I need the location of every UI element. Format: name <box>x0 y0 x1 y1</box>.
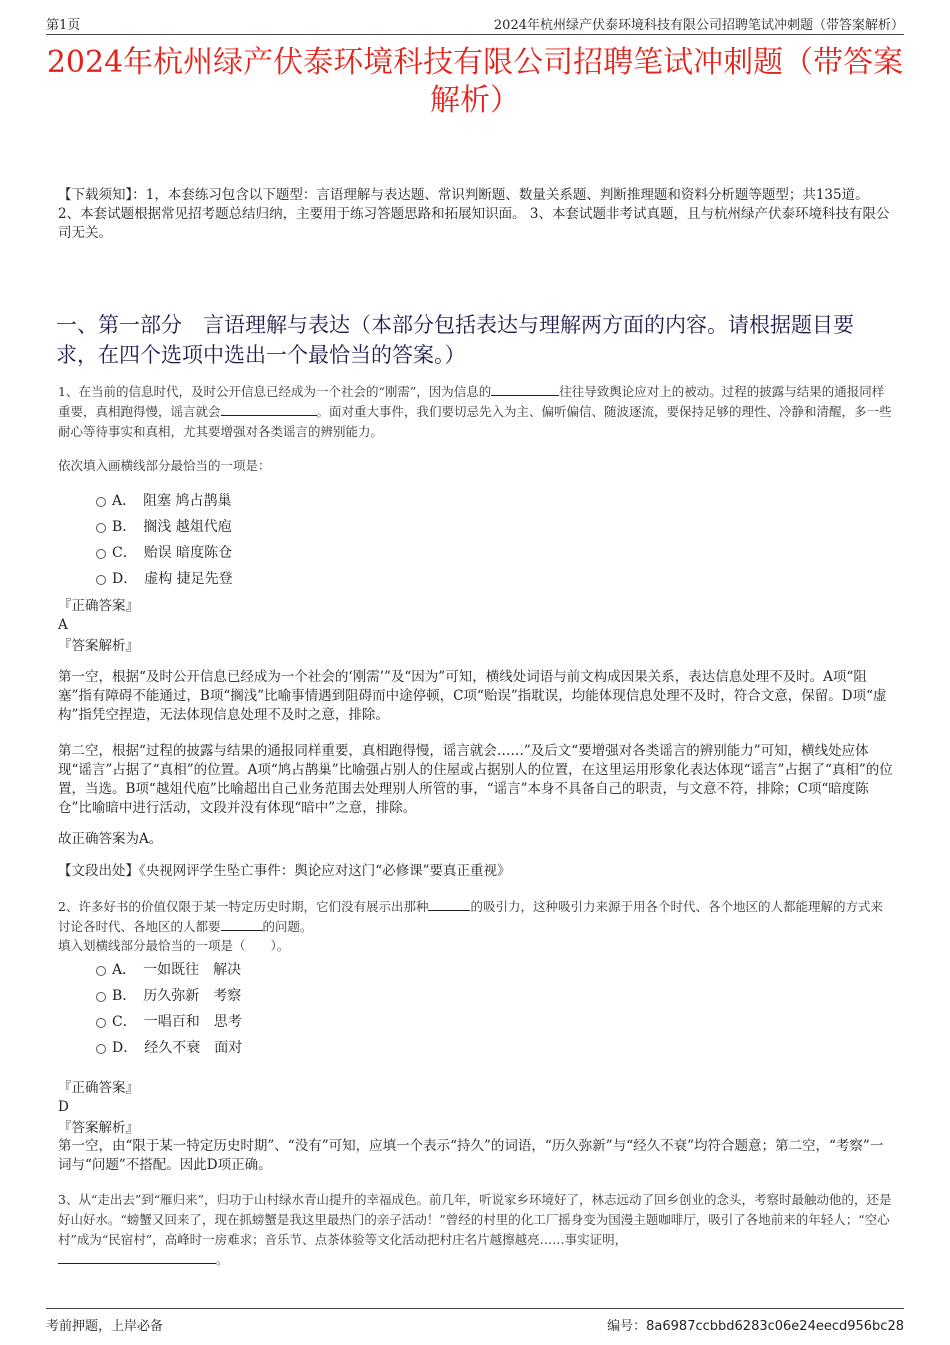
q1-source: 【文段出处】《央视网评学生坠亡事件：舆论应对这门“必修课”要真正重视》 <box>58 863 511 879</box>
q1-option-b-label: B． 搁浅 越俎代庖 <box>112 519 232 535</box>
q1-analysis-1: 第一空，根据“及时公开信息已经成为一个社会的‘刚需’”及“因为”可知，横线处词语与前文构成因果关系，表达信息处理不及时。A项“阻塞”指有障碍不能通过，B项“搁浅”比喻事情遇到阻碍而中途停顿，C项“贻误”指耽误，均能体现信息处理不及时，符合文意，保留。D项“虚构”指凭空捏造，无法体现信息处理不及时之意，排除。 <box>58 669 887 723</box>
q2-stem-part-b: 的吸引力，这种吸引力来源于用各个时代、各个地区的人都能理解的方式来讨论各时代、各地区的人都要 <box>58 899 883 934</box>
q3-stem-text: 3、从“走出去”到“雁归来”，归功于山村绿水青山提升的幸福成色。前几年，听说家乡环境好了，林志远动了回乡创业的念头，考察时最触动他的，还是好山好水。“螃蟹又回来了，现在抓螃蟹是我这里最热门的亲子活动！”曾经的村里的化工厂摇身变为国漫主题咖啡厅，吸引了各地前来的年轻人；“空心村”成为“民宿村”，高峰时一房难求；音乐节、点茶体验等文化活动把村庄名片越擦越亮……事实证明， <box>58 1192 892 1247</box>
q2-option-a-label: A． 一如既往 解决 <box>112 962 242 978</box>
blank-line <box>491 395 559 396</box>
q1-option-c-label: C． 贻误 暗度陈仓 <box>112 545 233 561</box>
blank-line <box>221 415 317 416</box>
question-1-prompt: 依次填入画横线部分最恰当的一项是： <box>58 458 271 473</box>
q1-conclusion: 故正确答案为A。 <box>58 831 163 847</box>
section-title: 一、第一部分 言语理解与表达（本部分包括表达与理解两方面的内容。请根据题目要求，在四个选项中选出一个最恰当的答案。） <box>56 313 854 367</box>
footer-code-value: 8a6987ccbbd6283c06e24eecd956bc28 <box>646 1319 904 1334</box>
q1-option-a[interactable] <box>96 491 232 511</box>
q1-answer-label: 『正确答案』 <box>58 598 139 614</box>
footer-code-label: 编号： <box>607 1319 647 1334</box>
question-2-stem <box>58 897 894 937</box>
q1-stem-part-a: 1、在当前的信息时代，及时公开信息已经成为一个社会的“刚需”，因为信息的 <box>58 384 492 399</box>
q2-answer: D <box>58 1099 69 1115</box>
question-3-stem <box>58 1190 894 1270</box>
q1-stem-part-c: 。面对重大事件，我们要切忌先入为主、偏听偏信、随波逐流，要保持足够的理性、冷静和清醒，多一些耐心等待事实和真相，尤其要增强对各类谣言的辨别能力。 <box>58 404 892 439</box>
q1-option-b[interactable] <box>96 517 232 537</box>
q2-stem-part-a: 2、许多好书的价值仅限于某一特定历史时期，它们没有展示出那种 <box>58 899 429 914</box>
q1-answer: A <box>58 617 68 633</box>
q2-option-b[interactable] <box>96 986 241 1006</box>
radio-icon[interactable] <box>96 549 106 559</box>
q2-option-d[interactable] <box>96 1038 242 1058</box>
footer-slogan: 考前押题，上岸必备 <box>46 1319 164 1334</box>
blank-line <box>221 930 263 931</box>
radio-icon[interactable] <box>96 1018 106 1028</box>
blank-line <box>58 1263 216 1264</box>
q2-stem-part-c: 的问题。 <box>262 919 313 934</box>
q1-analysis-label: 『答案解析』 <box>58 638 139 654</box>
q2-option-b-label: B． 历久弥新 考察 <box>112 988 242 1004</box>
radio-icon[interactable] <box>96 1044 106 1054</box>
q2-analysis-label: 『答案解析』 <box>58 1120 139 1136</box>
q1-analysis-2: 第二空，根据“过程的披露与结果的通报同样重要，真相跑得慢，谣言就会……”及后文“要增强对各类谣言的辨别能力”可知，横线处应体现“谣言”占据了“真相”的位置。A项“鸠占鹊巢”比喻强占别人的住屋或占据别人的位置，在这里运用形象化表达体现“谣言”占据了“真相”的位置，当选。B项“越俎代庖”比喻超出自己业务范围去处理别人所管的事，“谣言”本身不具备自己的职责，与文意不符，排除；C项“暗度陈仓”比喻暗中进行活动，文段并没有体现“暗中”之意，排除。 <box>58 743 893 816</box>
q2-option-c[interactable] <box>96 1012 242 1032</box>
page-title: 2024年杭州绿产伏泰环境科技有限公司招聘笔试冲刺题（带答案解析） <box>46 45 904 118</box>
q3-stem-end: 。 <box>216 1252 229 1267</box>
q1-option-d-label: D． 虚构 捷足先登 <box>112 571 233 587</box>
q2-analysis: 第一空，由“限于某一特定历史时期”、“没有”可知，应填一个表示“持久”的词语，“历久弥新”与“经久不衰”均符合题意；第二空，“考察”一词与“问题”不搭配。因此D项正确。 <box>58 1138 884 1173</box>
q2-option-d-label: D． 经久不衰 面对 <box>112 1040 243 1056</box>
q1-option-a-label: A． 阻塞 鸠占鹊巢 <box>112 493 232 509</box>
q1-stem-part-b: 往往导致舆论应对上的被动。过程的披露与结果的通报同样重要，真相跑得慢，谣言就会 <box>58 384 885 419</box>
q2-option-a[interactable] <box>96 960 241 980</box>
page-number: 第1页 <box>46 18 81 33</box>
q2-option-c-label: C． 一唱百和 思考 <box>112 1014 242 1030</box>
q1-option-d[interactable] <box>96 569 233 589</box>
radio-icon[interactable] <box>96 497 106 507</box>
radio-icon[interactable] <box>96 575 106 585</box>
radio-icon[interactable] <box>96 966 106 976</box>
q1-option-c[interactable] <box>96 543 232 563</box>
page-header <box>46 12 904 35</box>
footer-code <box>607 1315 904 1334</box>
radio-icon[interactable] <box>96 992 106 1002</box>
blank-line <box>428 910 470 911</box>
header-doc-title: 2024年杭州绿产伏泰环境科技有限公司招聘笔试冲刺题（带答案解析） <box>493 18 904 33</box>
download-notice: 【下载须知】：1，本套练习包含以下题型：言语理解与表达题、常识判断题、数量关系题、判断推理题和资料分析题等题型；共135道。 2、本套试题根据常见招考题总结归纳，主要用于练习答题思路和拓展知识面。 3、本套试题非考试真题，且与杭州绿产伏泰环境科技有限公司无关。 <box>58 187 890 241</box>
q2-answer-label: 『正确答案』 <box>58 1080 139 1096</box>
radio-icon[interactable] <box>96 523 106 533</box>
question-2-prompt: 填入划横线部分最恰当的一项是（ ）。 <box>58 938 290 953</box>
page-footer <box>46 1308 904 1334</box>
question-1-stem <box>58 382 894 442</box>
